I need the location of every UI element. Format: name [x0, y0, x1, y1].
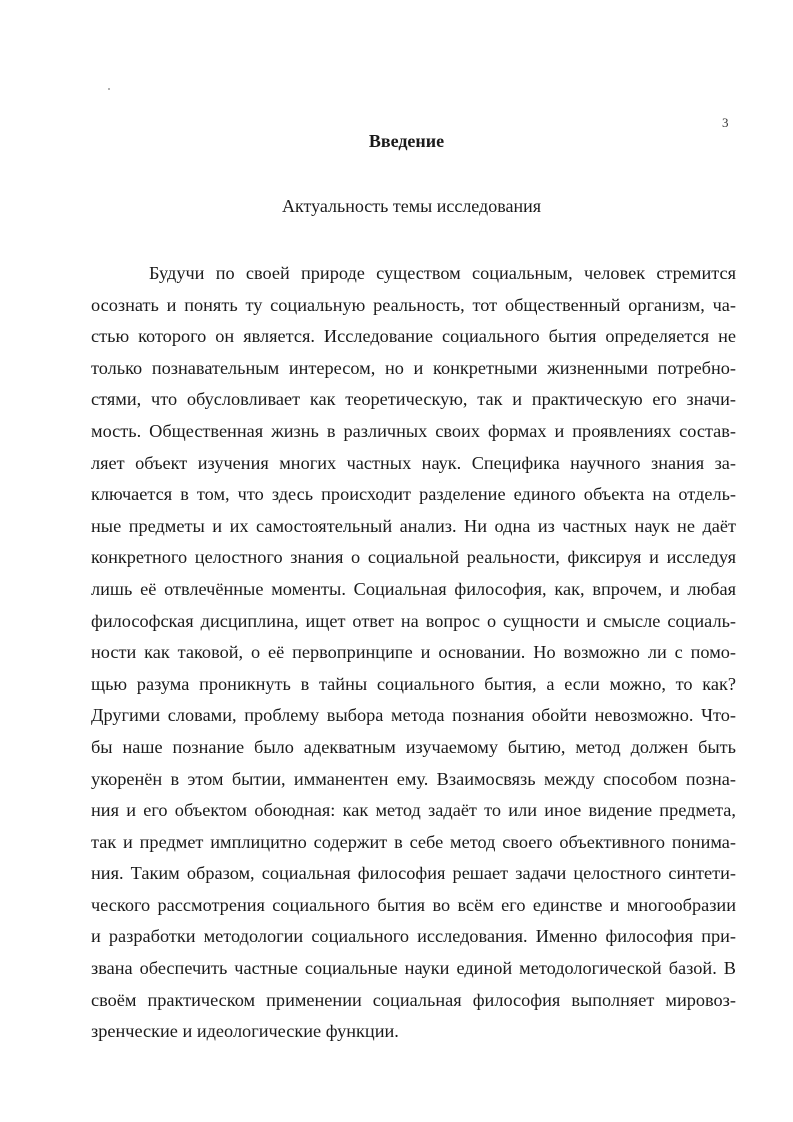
paragraph-line: бы наше познание было адекватным изучаемому бытию, метод должен быть	[91, 736, 736, 757]
paragraph-line: своём практическом применении социальная философия выполняет мировоз-	[91, 989, 736, 1010]
paragraph-line: зренческие и идеологические функции.	[91, 1021, 399, 1042]
scan-speck	[108, 88, 110, 90]
section-heading: Введение	[368, 131, 445, 151]
paragraph-line: лишь её отвлечённые моменты. Социальная философия, как, впрочем, и любая	[91, 578, 736, 599]
paragraph-line: ния и его объектом обоюдная: как метод задаёт то или иное видение предмета,	[91, 800, 736, 821]
paragraph-line: мость. Общественная жизнь в различных своих формах и проявлениях состав-	[91, 420, 736, 441]
paragraph-line: ключается в том, что здесь происходит разделение единого объекта на отдель-	[91, 484, 736, 505]
paragraph-line: звана обеспечить частные социальные науки единой методологической базой. В	[91, 958, 736, 979]
section-subheading: Актуальность темы исследования	[281, 196, 542, 216]
paragraph-line: ные предметы и их самостоятельный анализ. Ни одна из частных наук не даёт	[91, 515, 736, 536]
page-number: 3	[722, 115, 729, 130]
paragraph-line: ческого рассмотрения социального бытия во всём его единстве и многообразии	[91, 894, 736, 915]
paragraph-line: Другими словами, проблему выбора метода познания обойти невозможно. Что-	[91, 705, 736, 726]
paragraph-line: осознать и понять ту социальную реальность, тот общественный организм, ча-	[91, 294, 736, 315]
paragraph-line: ния. Таким образом, социальная философия решает задачи целостного синтети-	[91, 863, 736, 884]
paragraph-line: философская дисциплина, ищет ответ на вопрос о сущности и смысле социаль-	[91, 610, 736, 631]
paragraph-line: конкретного целостного знания о социальной реальности, фиксируя и исследуя	[91, 547, 736, 568]
paragraph-line: щью разума проникнуть в тайны социального бытия, а если можно, то как?	[91, 673, 736, 694]
paragraph-line: стью которого он является. Исследование социального бытия определяется не	[91, 326, 736, 347]
paragraph-line: так и предмет имплицитно содержит в себе метод своего объективного понима-	[91, 831, 736, 852]
paragraph-line: укоренён в этом бытии, имманентен ему. Взаимосвязь между способом позна-	[91, 768, 736, 789]
paragraph-line: стями, что обусловливает как теоретическую, так и практическую его значи-	[91, 389, 736, 410]
paragraph-line: Будучи по своей природе существом социальным, человек стремится	[149, 263, 736, 283]
body-paragraph	[91, 258, 736, 1048]
paragraph-line: и разработки методологии социального исследования. Именно философия при-	[91, 926, 736, 947]
paragraph-line: ляет объект изучения многих частных наук. Специфика научного знания за-	[91, 452, 736, 473]
paragraph-line: ности как таковой, о её первопринципе и основании. Но возможно ли с помо-	[91, 642, 736, 663]
paragraph-line: только познавательным интересом, но и конкретными жизненными потребно-	[91, 357, 736, 378]
